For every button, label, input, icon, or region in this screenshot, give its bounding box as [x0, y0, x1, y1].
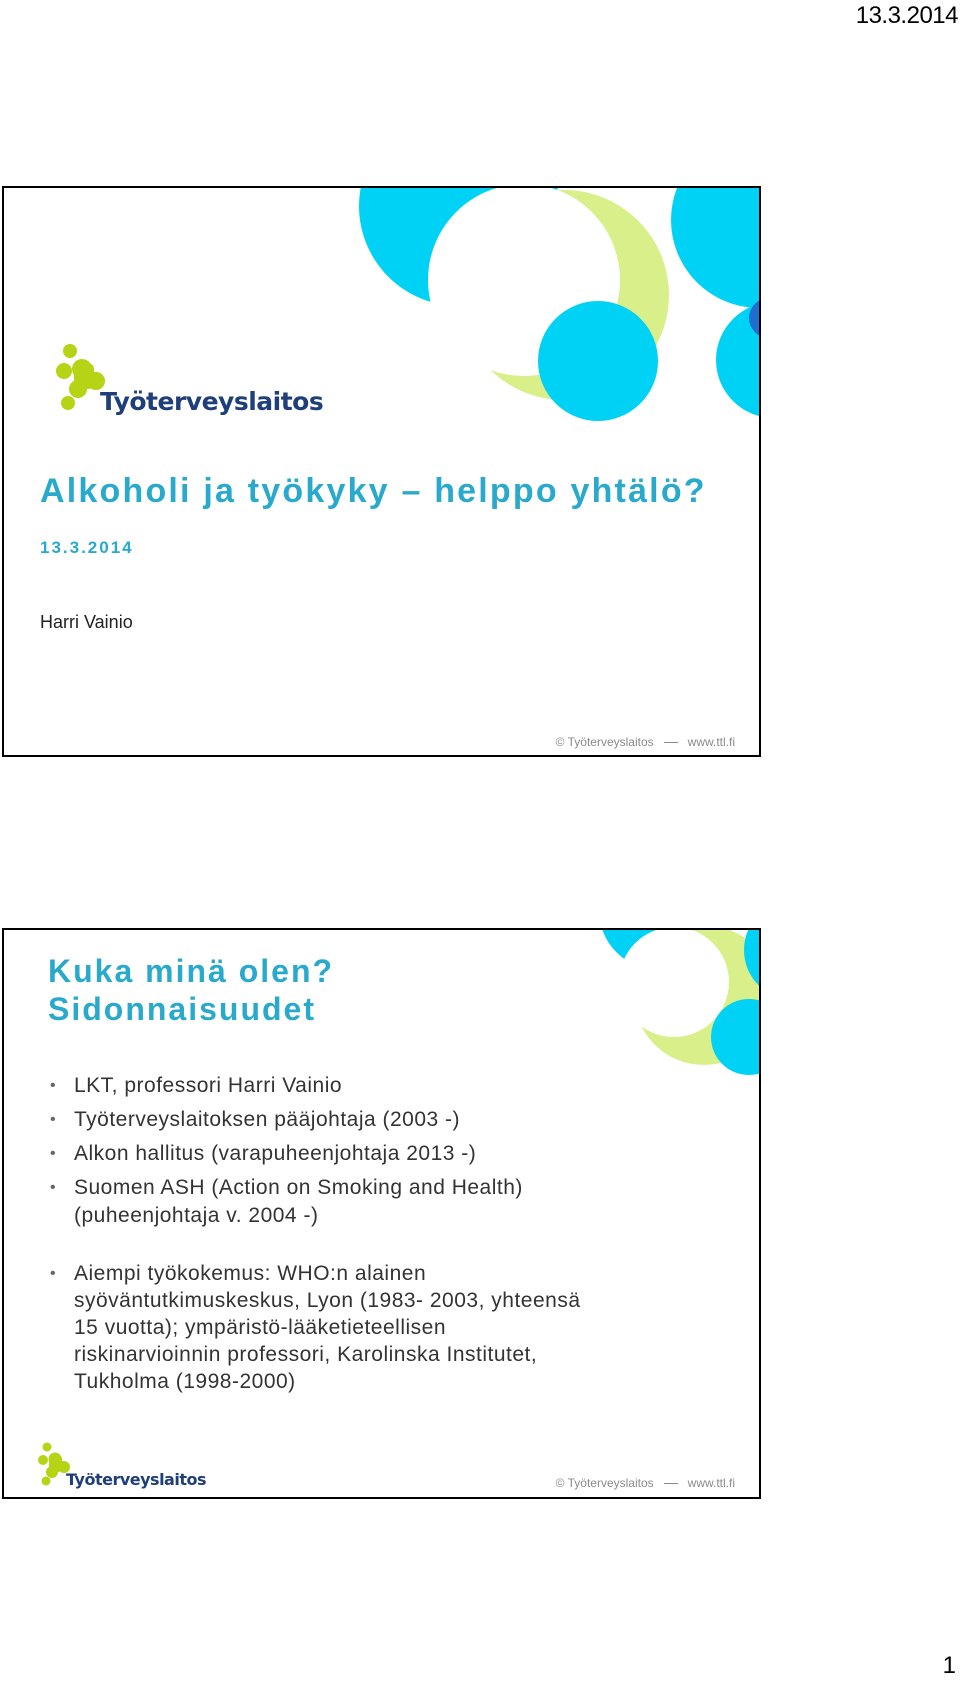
bullet-icon: •	[50, 1265, 57, 1282]
footer-url: www.ttl.fi	[687, 1476, 735, 1490]
bullet-list	[46, 1072, 666, 1401]
bullet-icon: •	[50, 1077, 57, 1094]
content-slide	[2, 928, 761, 1499]
ttl-logo	[38, 1442, 206, 1492]
footer-copyright: © Työterveyslaitos	[555, 735, 654, 749]
title-slide	[2, 186, 761, 757]
logo-wordmark: Työterveyslaitos	[66, 1470, 206, 1489]
slide-title-line-2: Sidonnaisuudet	[48, 991, 316, 1027]
white-circle	[619, 930, 729, 1037]
footer-copyright: © Työterveyslaitos	[555, 1476, 654, 1490]
slide-footer	[556, 735, 735, 749]
slide-title	[48, 952, 334, 1028]
footer-url: www.ttl.fi	[687, 735, 735, 749]
list-item-text: Aiempi työkokemus: WHO:n alainen syöväntutkimuskeskus, Lyon (1983- 2003, yhteensä 15 vuotta); ympäristö-lääketieteellisen riskinarvioinnin professori, Karolinska Institutet, Tukholma (1998-2000)	[74, 1262, 581, 1393]
list-item-text: Alkon hallitus (varapuheenjohtaja 2013 -)	[74, 1142, 477, 1165]
list-item-text: Työterveyslaitoksen pääjohtaja (2003 -)	[74, 1108, 461, 1131]
page-number: 1	[942, 1652, 956, 1679]
list-item	[46, 1072, 666, 1100]
page-date: 13.3.2014	[855, 2, 958, 29]
list-item	[46, 1174, 634, 1230]
ttl-logo	[56, 343, 324, 423]
cyan-circle-right	[671, 188, 761, 308]
slide-author: Harri Vainio	[40, 612, 133, 632]
slide-title-line-1: Kuka minä olen?	[48, 953, 335, 989]
list-item	[46, 1140, 666, 1168]
slide-title: Alkoholi ja työkyky – helppo yhtälö?	[40, 472, 707, 510]
list-item	[46, 1106, 666, 1134]
list-item-text: LKT, professori Harri Vainio	[74, 1074, 343, 1097]
logo-wordmark: Työterveyslaitos	[100, 387, 324, 416]
slide-footer	[556, 1476, 735, 1490]
list-item	[46, 1260, 594, 1395]
bullet-icon: •	[50, 1111, 57, 1128]
bullet-icon: •	[50, 1145, 57, 1162]
bullet-icon: •	[50, 1179, 57, 1196]
cyan-circle-small	[538, 301, 658, 421]
list-item-text: Suomen ASH (Action on Smoking and Health) (puheenjohtaja v. 2004 -)	[74, 1176, 523, 1227]
slide-date: 13.3.2014	[40, 538, 134, 557]
